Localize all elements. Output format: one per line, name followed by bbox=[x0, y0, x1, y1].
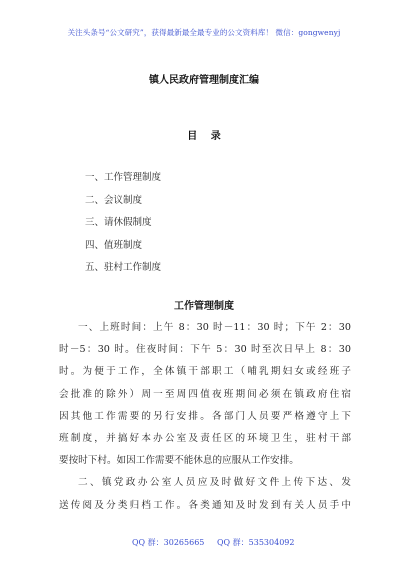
toc-item: 一、工作管理制度 bbox=[85, 172, 162, 183]
body-line: 因其他工作需要的另行安排。各部门人员要严格遵守上下 bbox=[59, 410, 351, 422]
body-line: 时。为便于工作，全体镇干部职工（哺乳期妇女或经班子 bbox=[59, 366, 351, 378]
section-title: 工作管理制度 bbox=[174, 301, 234, 312]
footer-qq-group-1: QQ 群：30265665 bbox=[132, 538, 205, 547]
body-line: 一、上班时间：上午 8：30 时－11：30 时；下午 2：30 bbox=[78, 322, 351, 333]
table-of-contents bbox=[85, 172, 161, 285]
body-line: 时－5：30 时。住夜时间：下午 5：30 时至次日早上 8：30 bbox=[59, 344, 351, 356]
toc-item: 三、请休假制度 bbox=[85, 217, 152, 228]
document-title: 镇人民政府管理制度汇编 bbox=[149, 75, 259, 86]
toc-heading: 目 录 bbox=[187, 131, 221, 142]
toc-item: 二、会议制度 bbox=[85, 194, 143, 206]
footer-qq-group-2: QQ 群：535304092 bbox=[217, 538, 295, 547]
body-line: 要按时下村。如因工作需要不能休息的应服从工作安排。 bbox=[59, 455, 299, 467]
body-line: 会批准的除外）周一至周四值夜班期间必须在镇政府住宿 bbox=[59, 388, 351, 400]
section-body bbox=[59, 322, 351, 522]
header-promo-note: 关注头条号“公文研究”，获得最新最全最专业的公文资料库！ 微信：gongwenyj bbox=[67, 28, 341, 37]
body-line: 班制度，并搞好本办公室及责任区的环境卫生，驻村干部 bbox=[59, 432, 351, 444]
body-line: 二、镇党政办公室人员应及时做好文件上传下达、发 bbox=[78, 477, 351, 489]
toc-item: 四、值班制度 bbox=[85, 239, 143, 251]
body-line: 送传阅及分类归档工作。各类通知及时发到有关人员手中 bbox=[59, 499, 351, 511]
toc-item: 五、驻村工作制度 bbox=[85, 262, 162, 273]
